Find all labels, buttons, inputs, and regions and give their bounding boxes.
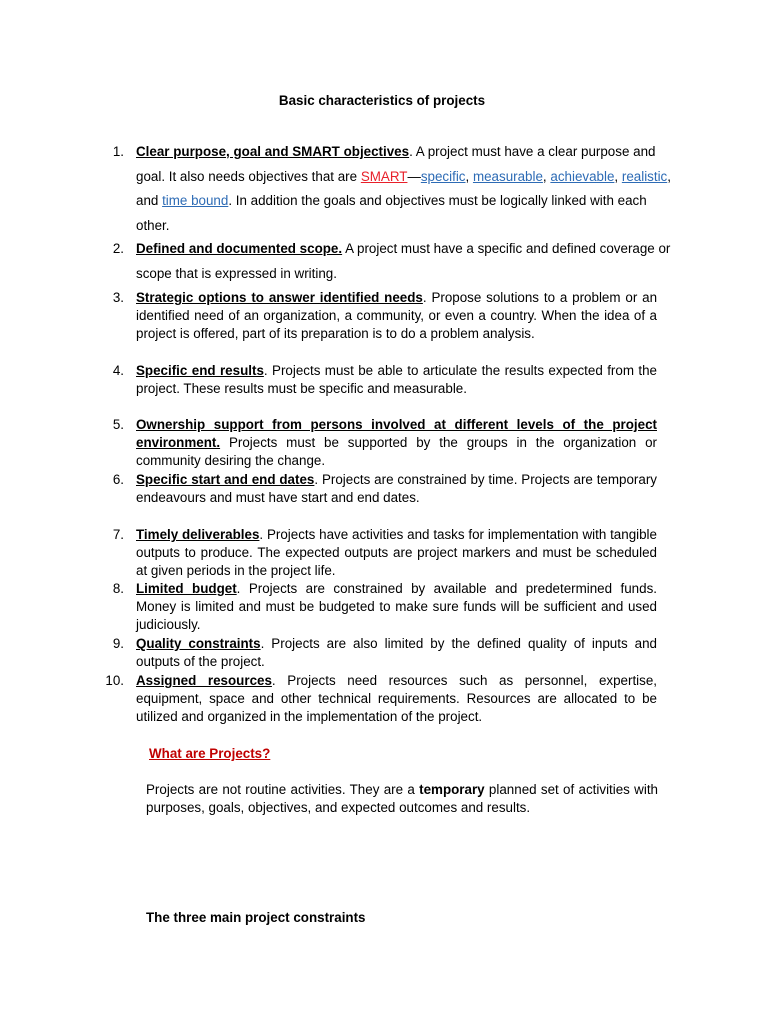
smart-link[interactable]: SMART	[360, 168, 408, 184]
list-number: 2.	[112, 241, 124, 256]
list-item-body: Assigned resources. Projects need resources such as personnel, expertise, equipment, space and other technical requirements. Resources are allocated to be utilized and organized in the implementation of the project.	[136, 673, 657, 725]
list-number: 1.	[112, 144, 124, 159]
constraints-heading: The three main project constraints	[146, 910, 366, 925]
what-are-projects-heading: What are Projects?	[149, 746, 271, 761]
list-item-body: Defined and documented scope. A project must have a specific and defined coverage or scope that is expressed in writing.	[136, 241, 671, 281]
item-heading: Ownership support from persons involved at different levels of the project environment.	[136, 417, 657, 451]
list-item-body: Quality constraints. Projects are also limited by the defined quality of inputs and outputs of the project.	[136, 636, 657, 670]
item-heading: Specific start and end dates	[136, 472, 315, 487]
item-heading: Quality constraints	[136, 636, 261, 651]
list-item-body: Specific end results. Projects must be able to articulate the results expected from the project. These results must be specific and measurable.	[136, 363, 657, 397]
list-number: 9.	[112, 636, 124, 651]
list-item-body: Timely deliverables. Projects have activities and tasks for implementation with tangible outputs to produce. The expected outputs are project markers and must be scheduled at given periods in the project life.	[136, 527, 657, 579]
item-heading: Defined and documented scope.	[136, 241, 343, 256]
document-title: Basic characteristics of projects	[278, 93, 486, 108]
list-number: 4.	[112, 363, 124, 378]
realistic-link[interactable]: realistic	[621, 168, 668, 184]
list-item-body: Specific start and end dates. Projects are constrained by time. Projects are temporary endeavours and must have start and end dates.	[136, 472, 657, 506]
list-number: 5.	[112, 417, 124, 432]
list-number: 6.	[112, 472, 124, 487]
temporary-bold: temporary	[419, 782, 485, 797]
list-number: 3.	[112, 290, 124, 305]
what-are-projects-paragraph: Projects are not routine activities. They are a temporary planned set of activities with purposes, goals, objectives, and expected outcomes and results.	[146, 782, 658, 816]
list-item-body: Limited budget. Projects are constrained by available and predetermined funds. Money is limited and must be budgeted to make sure funds will be sufficient and used judiciously.	[136, 581, 657, 633]
list-number: 8.	[112, 581, 124, 596]
measurable-link[interactable]: measurable	[472, 168, 543, 184]
item-heading: Limited budget	[136, 581, 237, 596]
item-heading: Timely deliverables	[136, 527, 260, 542]
item-heading: Specific end results	[136, 363, 264, 378]
list-number: 7.	[112, 527, 124, 542]
list-item-body: Clear purpose, goal and SMART objectives. A project must have a clear purpose and goal. It also needs objectives that are SMART—specific, measurable, achievable, realistic, and time bound. In addition the goals and objectives must be logically linked with each other.	[136, 144, 671, 233]
list-item-body: Strategic options to answer identified needs. Propose solutions to a problem or an identified need of an organization, a community, or even a country. When the idea of a project is offered, part of its preparation is to do a problem analysis.	[136, 290, 658, 342]
item-heading: Strategic options to answer identified needs	[136, 290, 423, 305]
achievable-link[interactable]: achievable	[550, 168, 615, 184]
list-item-body: Ownership support from persons involved at different levels of the project environment. Projects must be supported by the groups in the organization or community desiring the change.	[136, 417, 657, 469]
item-heading: Assigned resources	[136, 673, 272, 688]
specific-link[interactable]: specific	[420, 168, 466, 184]
time-bound-link[interactable]: time bound	[162, 193, 229, 208]
item-heading: Clear purpose, goal and SMART objectives	[136, 144, 410, 159]
list-number: 10.	[105, 673, 124, 688]
